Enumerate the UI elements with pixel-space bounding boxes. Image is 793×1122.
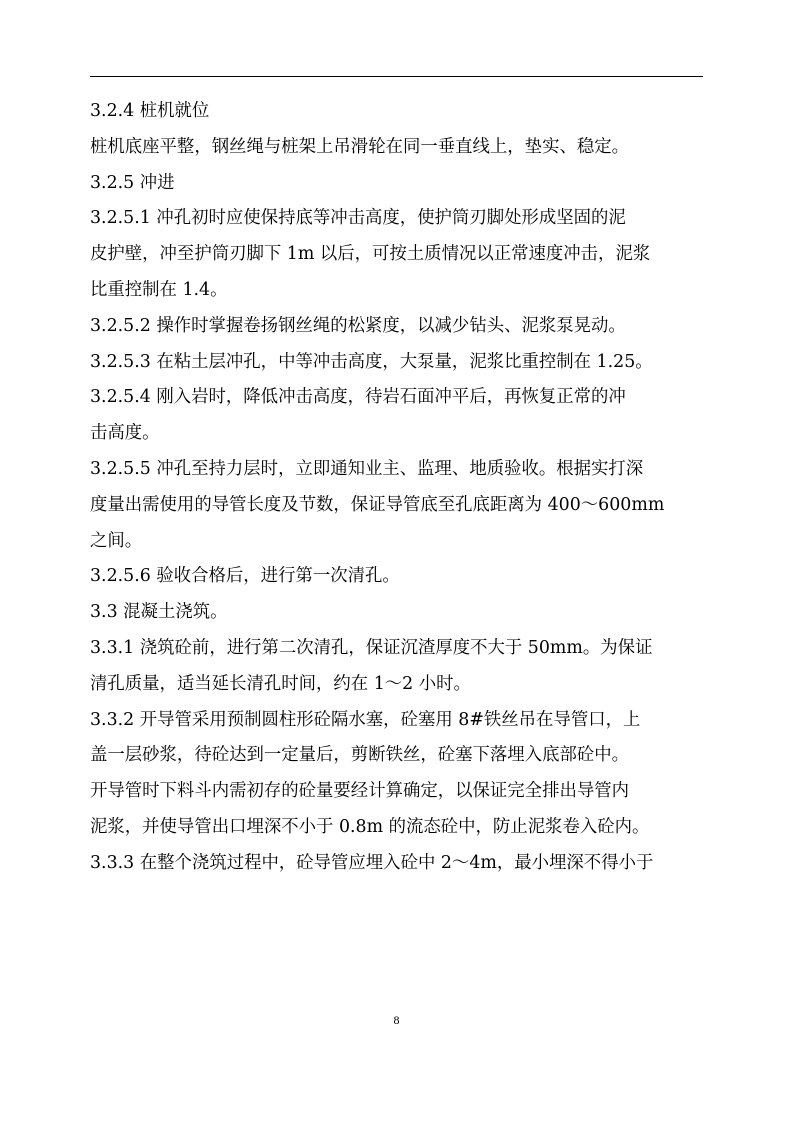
page-number: 8 [393, 1013, 400, 1027]
text-line: 3.2.4 桩机就位 [90, 101, 210, 121]
text-line: 盖一层砂浆，待砼达到一定量后，剪断铁丝，砼塞下落埋入底部砼中。 [90, 745, 629, 766]
text-line: 3.3.2 开导管采用预制圆柱形砼隔水塞，砼塞用 8#铁丝吊在导管口，上 [90, 709, 641, 730]
text-line: 之间。 [90, 530, 143, 551]
text-line: 3.2.5.4 刚入岩时，降低冲击高度，待岩石面冲平后，再恢复正常的冲 [90, 387, 626, 408]
header-rule [90, 76, 703, 77]
text-line: 比重控制在 1.4。 [90, 279, 228, 300]
text-line: 3.2.5.3 在粘土层冲孔，中等冲击高度，大泵量，泥浆比重控制在 1.25。 [90, 351, 653, 372]
text-line: 清孔质量，适当延长清孔时间，约在 1～2 小时。 [90, 673, 471, 694]
text-line: 度量出需使用的导管长度及节数，保证导管底至孔底距离为 400～600mm [90, 494, 665, 515]
text-line: 3.3.3 在整个浇筑过程中，砼导管应埋入砼中 2～4m，最小埋深不得小于 [90, 852, 654, 873]
text-line: 3.2.5.6 验收合格后，进行第一次清孔。 [90, 566, 400, 587]
text-line: 击高度。 [90, 423, 160, 444]
text-line: 桩机底座平整，钢丝绳与桩架上吊滑轮在同一垂直线上，垫实、稳定。 [90, 136, 629, 157]
text-line: 3.2.5.5 冲孔至持力层时，立即通知业主、监理、地质验收。根据实打深 [90, 458, 644, 479]
text-line: 3.2.5 冲进 [90, 172, 175, 193]
body-text [90, 94, 710, 882]
text-line: 泥浆，并使导管出口埋深不小于 0.8m 的流态砼中，防止泥浆卷入砼内。 [90, 816, 650, 837]
text-line: 3.2.5.1 冲孔初时应使保持底等冲击高度，使护筒刃脚处形成坚固的泥 [90, 208, 626, 229]
text-line: 3.3.1 浇筑砼前，进行第二次清孔，保证沉渣厚度不大于 50mm。为保证 [90, 637, 653, 658]
text-line: 3.3 混凝土浇筑。 [90, 602, 228, 623]
text-line: 开导管时下料斗内需初存的砼量要经计算确定，以保证完全排出导管内 [90, 781, 629, 802]
text-line: 3.2.5.2 操作时掌握卷扬钢丝绳的松紧度，以减少钻头、泥浆泵晃动。 [90, 315, 626, 336]
text-line: 皮护壁，冲至护筒刃脚下 1m 以后，可按土质情况以正常速度冲击，泥浆 [90, 244, 651, 265]
